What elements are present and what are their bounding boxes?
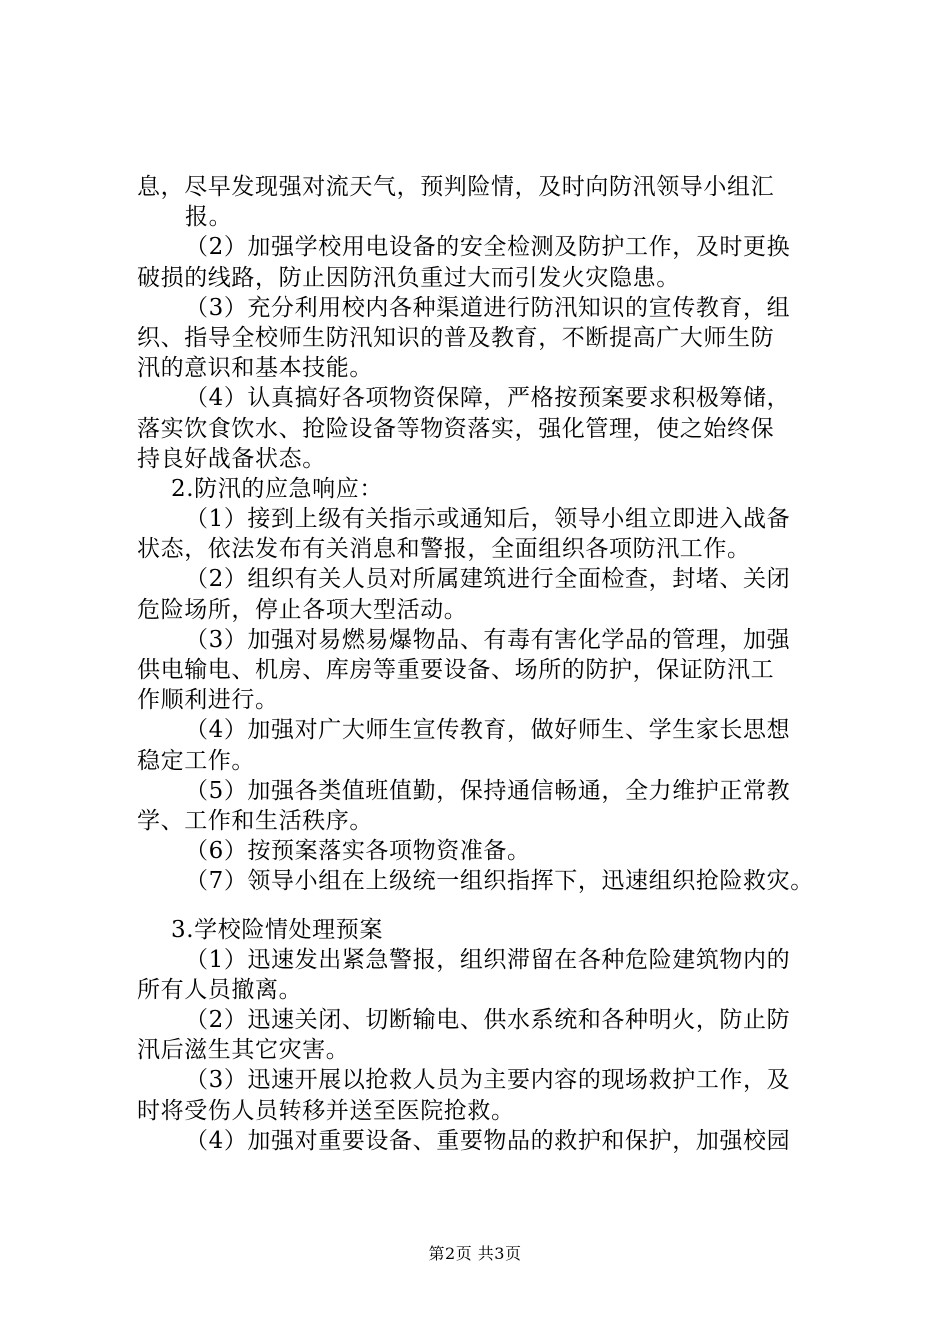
text-line: 落实饮食饮水、抢险设备等物资落实，强化管理，使之始终保	[137, 415, 775, 442]
text-line: （3）充分利用校内各种渠道进行防汛知识的宣传教育，组	[185, 294, 791, 321]
text-line: （1）迅速发出紧急警报，组织滞留在各种危险建筑物内的	[185, 946, 791, 973]
text-line: （2）加强学校用电设备的安全检测及防护工作，及时更换	[185, 234, 791, 261]
text-line: 破损的线路，防止因防汛负重过大而引发火灾隐患。	[137, 264, 680, 291]
text-line: （1）接到上级有关指示或通知后，领导小组立即进入战备	[185, 506, 791, 533]
paragraph-gap	[137, 897, 843, 915]
text-line: 持良好战备状态。	[137, 445, 326, 472]
text-line: 息，尽早发现强对流天气，预判险情，及时向防汛领导小组汇	[137, 174, 775, 200]
text-line: 汛后滋生其它灾害。	[137, 1037, 350, 1064]
text-line: 危险场所，停止各项大型活动。	[137, 596, 468, 623]
text-line: （4）加强对广大师生宣传教育，做好师生、学生家长思想	[185, 717, 791, 744]
text-line: 时将受伤人员转移并送至医院抢救。	[137, 1097, 515, 1124]
text-line: （3）加强对易燃易爆物品、有毒有害化学品的管理，加强	[185, 626, 791, 653]
text-line: 供电输电、机房、库房等重要设备、场所的防护，保证防汛工	[137, 657, 775, 683]
section-heading: 3.学校险情处理预案	[171, 916, 383, 943]
text-line: 织、指导全校师生防汛知识的普及教育，不断提高广大师生防	[137, 324, 775, 351]
text-line: （4）加强对重要设备、重要物品的救护和保护，加强校园	[185, 1127, 791, 1154]
text-line: （6）按预案落实各项物资准备。	[185, 838, 531, 865]
text-line: 学、工作和生活秩序。	[137, 807, 373, 834]
text-line: （3）迅速开展以抢救人员为主要内容的现场救护工作，及	[185, 1067, 791, 1094]
text-line: （2）组织有关人员对所属建筑进行全面检查，封堵、关闭	[185, 566, 791, 593]
text-line: 作顺利进行。	[137, 687, 279, 714]
text-line: 稳定工作。	[137, 747, 255, 774]
text-line: 汛的意识和基本技能。	[137, 355, 373, 382]
document-body	[137, 172, 843, 1156]
text-line: 状态，依法发布有关消息和警报，全面组织各项防汛工作。	[137, 536, 751, 563]
text-line: 报。	[185, 204, 233, 231]
text-line: （4）认真搞好各项物资保障，严格按预案要求积极筹储，	[185, 385, 791, 412]
text-line: （5）加强各类值班值勤，保持通信畅通，全力维护正常教	[185, 777, 791, 804]
section-heading: 2.防汛的应急响应：	[171, 475, 383, 502]
text-line: （7）领导小组在上级统一组织指挥下，迅速组织抢险救灾。	[185, 868, 814, 895]
page-number-footer: 第2页 共3页	[428, 1244, 522, 1263]
text-line: 所有人员撤离。	[137, 976, 303, 1003]
text-line: （2）迅速关闭、切断输电、供水系统和各种明火，防止防	[185, 1007, 791, 1034]
